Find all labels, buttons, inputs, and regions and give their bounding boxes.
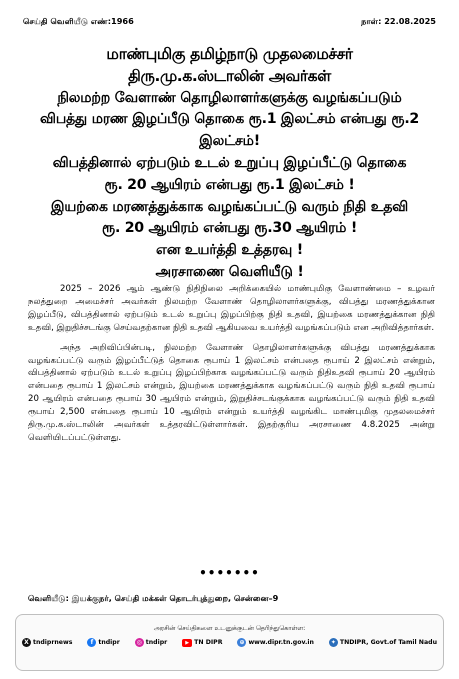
headline-line: ரூ. 20 ஆயிரம் என்பது ரூ.1 இலட்சம் ! <box>104 176 355 193</box>
headline-line: மாண்புமிகு தமிழ்நாடு முதலமைச்சர் <box>106 45 353 63</box>
headline-line: இயற்கை மரணத்துக்காக வழங்கப்பட்டு வரும் நிதி உதவி <box>50 198 409 215</box>
social-links <box>22 638 437 647</box>
x-icon: X <box>22 638 31 647</box>
separator: ••••••• <box>199 566 260 580</box>
headline <box>14 44 445 284</box>
social-footer <box>15 614 444 671</box>
social-link-label: TNDIPR, Govt.of Tamil Nadu <box>339 639 437 646</box>
headline-line: விபத்து மரண இழப்பீடு தொகை ரூ.1 இலட்சம் என்பது ரூ.2 <box>40 111 419 128</box>
social-link-label: tndiprnews <box>33 639 73 646</box>
body-paragraph: 2025 – 2026 ஆம் ஆண்டு நிதிநிலை அறிக்கையில் மாண்புமிகு வேளாண்மை – உழவர் நலத்துறை அமைச்சர் அவர்கள் நிலமற்ற வேளாண் தொழிலாளர்களுக்கு, விபத்து மரணத்துக்கான இழப்பீடு, விபத்தினால் ஏற்படும் உடல் உறுப்பு இழப்பிற்கு நிதி உதவி, இயற்கை மரணத்துக்கான நிதி உதவி, இறுதிச்சடங்கு செய்வதற்கான நிதி உதவி ஆகியவை உயர்த்தி வழங்கப்படும் என அறிவித்தார்கள். <box>28 284 435 333</box>
social-link-tn-gov[interactable] <box>329 638 437 647</box>
youtube-icon: ▶ <box>182 639 192 647</box>
release-header <box>23 16 436 28</box>
social-link-globe[interactable] <box>237 638 313 647</box>
headline-line: ரூ. 20 ஆயிரம் என்பது ரூ.30 ஆயிரம் ! <box>101 220 358 237</box>
headline-line: என உயர்த்தி உத்தரவு ! <box>156 242 303 259</box>
release-date: நாள்: 22.08.2025 <box>361 16 436 26</box>
release-body <box>28 283 435 445</box>
issuer-line: வெளியீடு: இயக்குநர், செய்தி மக்கள் தொடர்புத்துறை, சென்னை–9 <box>28 593 279 603</box>
release-number: செய்தி வெளியீடு எண்:1966 <box>23 16 134 26</box>
headline-line: இலட்சம்! <box>199 133 260 150</box>
headline-line: நிலமற்ற வேளாண் தொழிலாளர்களுக்கு வழங்கப்படும் <box>57 89 402 106</box>
headline-line: திரு.மு.க.ஸ்டாலின் அவர்கள் <box>128 66 331 85</box>
headline-line: விபத்தினால் ஏற்படும் உடல் உறுப்பு இழப்பீட்டு தொகை <box>52 154 407 171</box>
social-link-label: www.dipr.tn.gov.in <box>248 639 314 646</box>
social-link-instagram[interactable] <box>135 638 167 647</box>
body-paragraph: அந்த அறிவிப்பின்படி, நிலமற்ற வேளாண் தொழிலாளர்களுக்கு விபத்து மரணத்துக்காக வழங்கப்பட்டு வரும் இழப்பீட்டுத் தொகை ரூபாய் 1 இலட்சம் என்பதை ரூபாய் 2 இலட்சம் என்றும், விபத்தினால் ஏற்படும் உடல் உறுப்பு இழப்பிற்காக வழங்கப்பட்டு வரும் நிதிஉதவி ரூபாய் 20 ஆயிரம் என்பதை ரூபாய் 1 இலட்சம் என்றும், இயற்கை மரணத்துக்காக வழங்கப்பட்டு வரும் நிதி உதவி ரூபாய் 20 ஆயிரம் என்பதை ரூபாய் 30 ஆயிரம் என்றும், இறுதிச்சடங்குக்காக வழங்கப்பட்டு வரும் நிதி உதவி ரூபாய் 2,500 என்பதை ரூபாய் 10 ஆயிரம் என்றும் உயர்த்தி வழங்கிட மாண்புமிகு முதலமைச்சர் திரு.மு.க.ஸ்டாலின் அவர்கள் உத்தரவிட்டுள்ளார்கள். இதற்குரிய அரசாணை 4.8.2025 அன்று வெளியிடப்பட்டுள்ளது. <box>28 342 435 443</box>
globe-icon: ⊕ <box>239 639 245 646</box>
footer-title: அரசின் செய்திகளை உடனுக்குடன் தெரிந்துகொள்ள: <box>153 624 306 632</box>
instagram-icon: ◎ <box>136 639 142 646</box>
tn-gov-icon: ✦ <box>330 639 336 646</box>
headline-line: அரசாணை வெளியீடு ! <box>155 263 304 280</box>
social-link-youtube[interactable] <box>182 639 222 647</box>
social-link-facebook[interactable] <box>87 638 119 647</box>
social-link-label: tndipr <box>98 639 120 646</box>
social-link-label: tndipr <box>145 639 168 646</box>
facebook-icon: f <box>87 638 96 647</box>
social-link-x[interactable] <box>22 638 72 647</box>
social-link-label: TN DIPR <box>194 639 223 646</box>
